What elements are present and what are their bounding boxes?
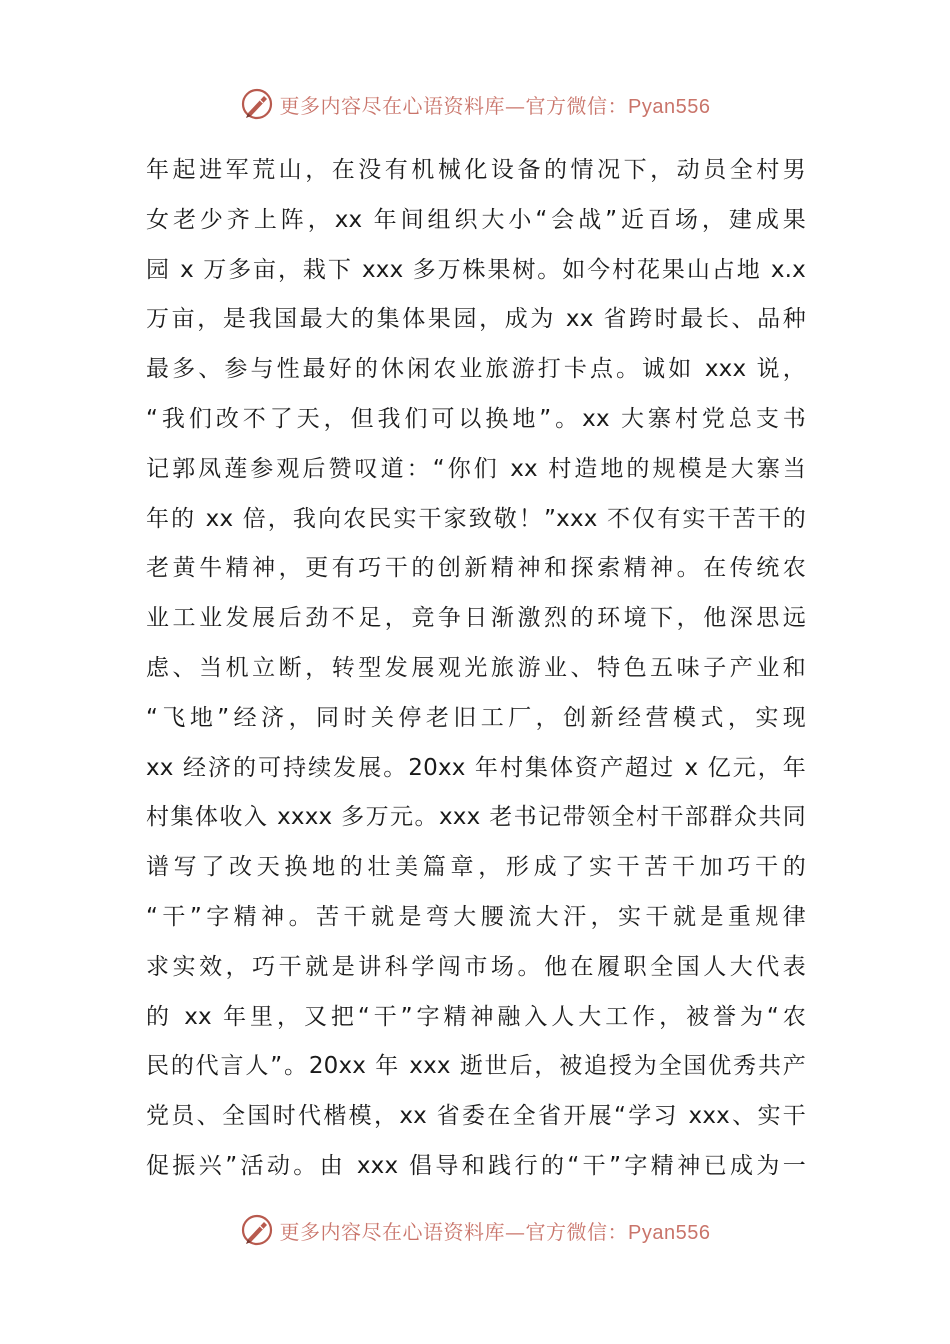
header-watermark-banner bbox=[0, 84, 950, 124]
body-line: 女老少齐上阵，xx 年间组织大小“会战”近百场，建成果 bbox=[146, 206, 806, 233]
body-line: 记郭凤莲参观后赞叹道：“你们 xx 村造地的规模是大寨当 bbox=[146, 455, 806, 482]
footer-banner-wechat-id: Pyan556 bbox=[628, 1221, 711, 1244]
header-banner-wechat-id: Pyan556 bbox=[628, 95, 711, 118]
body-paragraph bbox=[146, 146, 806, 1192]
body-line: 虑、当机立断，转型发展观光旅游业、特色五味子产业和 bbox=[146, 654, 806, 681]
body-line: “干”字精神。苦干就是弯大腰流大汗，实干就是重规律 bbox=[146, 903, 806, 930]
pen-logo-icon bbox=[240, 1213, 274, 1247]
pen-logo-icon bbox=[240, 87, 274, 121]
body-line: 最多、参与性最好的休闲农业旅游打卡点。诚如 xxx 说， bbox=[146, 356, 806, 383]
body-line: xx 经济的可持续发展。20xx 年村集体资产超过 x 亿元，年 bbox=[146, 754, 806, 781]
body-line: 万亩，是我国最大的集体果园，成为 xx 省跨时最长、品种 bbox=[146, 306, 806, 333]
header-banner-cn: 更多内容尽在心语资料库—官方微信： bbox=[279, 93, 629, 118]
body-line: 老黄牛精神，更有巧干的创新精神和探索精神。在传统农 bbox=[146, 555, 806, 582]
header-banner-text bbox=[280, 90, 711, 119]
body-line: 求实效，巧干就是讲科学闯市场。他在履职全国人大代表 bbox=[146, 953, 806, 980]
body-line: 谱写了改天换地的壮美篇章，形成了实干苦干加巧干的 bbox=[146, 854, 806, 881]
body-line: 党员、全国时代楷模，xx 省委在全省开展“学习 xxx、实干 bbox=[146, 1103, 806, 1130]
body-line: 年起进军荒山，在没有机械化设备的情况下，动员全村男 bbox=[146, 157, 806, 183]
body-line: 业工业发展后劲不足，竞争日渐激烈的环境下，他深思远 bbox=[146, 605, 806, 632]
body-line: “我们改不了天，但我们可以换地”。xx 大寨村党总支书 bbox=[146, 405, 806, 432]
footer-banner-cn: 更多内容尽在心语资料库—官方微信： bbox=[279, 1219, 629, 1244]
body-line: 民的代言人”。20xx 年 xxx 逝世后，被追授为全国优秀共产 bbox=[146, 1053, 806, 1080]
body-line: 的 xx 年里，又把“干”字精神融入人大工作，被誉为“农 bbox=[146, 1003, 806, 1030]
body-line: “飞地”经济，同时关停老旧工厂，创新经营模式，实现 bbox=[146, 704, 806, 731]
body-line: 年的 xx 倍，我向农民实干家致敬！”xxx 不仅有实干苦干的 bbox=[146, 505, 806, 532]
body-line: 村集体收入 xxxx 多万元。xxx 老书记带领全村干部群众共同 bbox=[146, 804, 806, 831]
body-line: 促振兴”活动。由 xxx 倡导和践行的“干”字精神已成为一 bbox=[146, 1152, 806, 1179]
footer-banner-text bbox=[280, 1216, 711, 1245]
footer-watermark-banner bbox=[0, 1210, 950, 1250]
body-line: 园 x 万多亩，栽下 xxx 多万株果树。如今村花果山占地 x.x bbox=[146, 256, 806, 283]
